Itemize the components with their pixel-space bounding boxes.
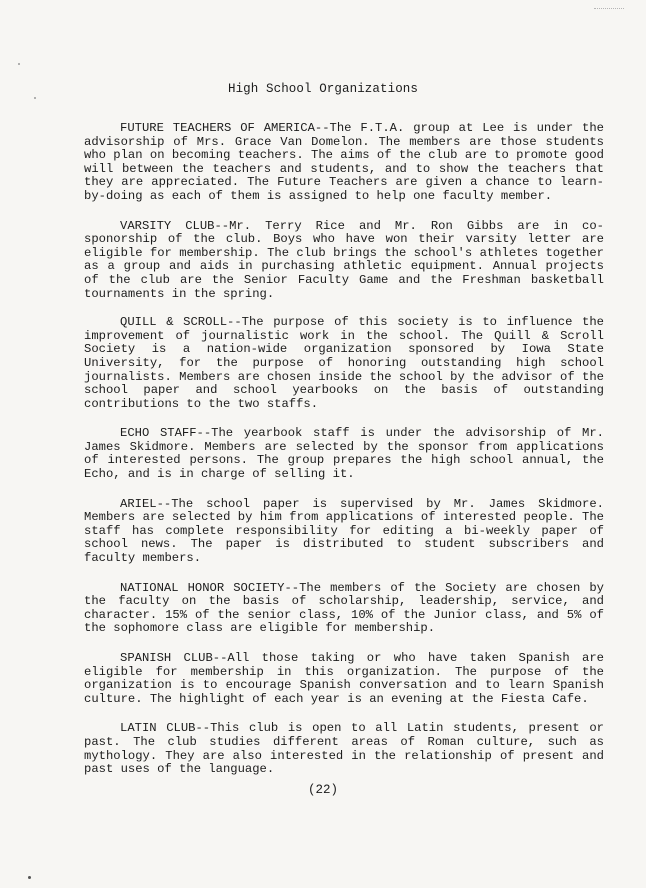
- scan-speck: [18, 63, 20, 65]
- scan-speck: [28, 876, 31, 879]
- page-number: (22): [307, 783, 338, 797]
- paragraph-latin-club: LATIN CLUB--This club is open to all Latin students, present or past. The club studies different areas of Roman culture, such as mythology. They are also interested in the relationship of present and past uses of the language.: [84, 721, 604, 777]
- paragraph-echo-staff: ECHO STAFF--The yearbook staff is under the advisorship of Mr. James Skidmore. Members are selected by the sponsor from applications of interested persons. The group prepares the high school annual, the Echo, and is in charge of selling it.: [84, 426, 604, 482]
- scan-mark: [594, 8, 624, 15]
- paragraph-future-teachers: FUTURE TEACHERS OF AMERICA--The F.T.A. group at Lee is under the advisorship of Mrs. Grace Van Domelon. The members are those students who plan on becoming teachers. The aims of the club are to promote good will between the teachers and students, and to show the teachers that they are appreciated. The Future Teachers are given a chance to learn-by-doing as each of them is assigned to help one faculty member.: [84, 121, 604, 203]
- paragraph-national-honor-society: NATIONAL HONOR SOCIETY--The members of the Society are chosen by the faculty on the basis of scholarship, leadership, service, and character. 15% of the senior class, 10% of the Junior class, and 5% of the sophomore class are eligible for membership.: [84, 580, 604, 636]
- paragraph-spanish-club: SPANISH CLUB--All those taking or who have taken Spanish are eligible for membership in this organization. The purpose of the organization is to encourage Spanish conversation and to learn Spanish culture. The highlight of each year is an evening at the Fiesta Cafe.: [84, 651, 604, 706]
- paragraph-ariel: ARIEL--The school paper is supervised by Mr. James Skidmore. Members are selected by him from applications of interested people. The staff has complete responsibility for editing a bi-weekly paper of school news. The paper is distributed to student subscribers and faculty members.: [84, 496, 604, 566]
- document-body: [84, 122, 604, 793]
- page-title: High School Organizations: [227, 82, 419, 96]
- paragraph-quill-scroll: QUILL & SCROLL--The purpose of this society is to influence the improvement of journalistic work in the school. The Quill & Scroll Society is a nation-wide organization sponsored by Iowa State University, for the purpose of honoring outstanding high school journalists. Members are chosen inside the school by the advisor of the school paper and school yearbooks on the basis of outstanding contributions to the two staffs.: [84, 315, 604, 411]
- scan-speck: [34, 97, 36, 99]
- paragraph-varsity-club: VARSITY CLUB--Mr. Terry Rice and Mr. Ron Gibbs are in co-sponorship of the club. Boys who have won their varsity letter are eligible for membership. The club brings the school's athletes together as a group and aids in purchasing athletic equipment. Annual projects of the club are the Senior Faculty Game and the Freshman basketball tournaments in the spring.: [84, 218, 604, 301]
